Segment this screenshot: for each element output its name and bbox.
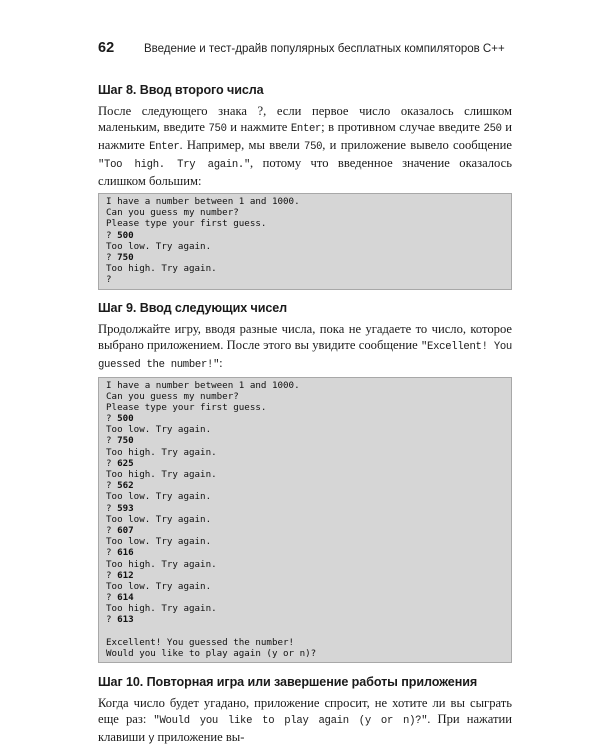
console-prompt: ? xyxy=(106,480,118,492)
console-text: Too high. Try again. xyxy=(106,603,217,615)
console-user-input: 625 xyxy=(117,457,134,469)
page-number: 62 xyxy=(98,40,115,56)
console-line xyxy=(106,435,504,446)
console-line xyxy=(106,413,504,424)
console-text: Excellent! You guessed the number! xyxy=(106,636,295,648)
step-9-text-1: Продолжайте игру, вводя разные числа, пока не угадаете то число, которое выбрано приложением. После этого вы увидите сообщение xyxy=(98,321,512,352)
console-prompt: ? xyxy=(106,413,118,425)
console-text: Too low. Try again. xyxy=(106,424,212,436)
console-text: Too high. Try again. xyxy=(106,263,217,275)
step-8-code-750-2: 750 xyxy=(304,141,323,153)
step-8-code-250: 250 xyxy=(483,123,502,135)
console-text: Too low. Try again. xyxy=(106,513,212,525)
console-prompt: ? xyxy=(106,614,118,626)
console-prompt: ? xyxy=(106,457,118,469)
console-user-input: 616 xyxy=(117,547,134,559)
console-text: I have a number between 1 and 1000. xyxy=(106,379,300,391)
step-8-console-output xyxy=(98,193,512,290)
console-line xyxy=(106,263,504,274)
step-8-code-enter-2: Enter xyxy=(149,141,180,153)
step-9-paragraph xyxy=(98,321,512,373)
console-line xyxy=(106,252,504,263)
console-text: Too high. Try again. xyxy=(106,558,217,570)
step-10-heading: Шаг 10. Повторная игра или завершение работы приложения xyxy=(98,675,478,690)
step-9-section xyxy=(98,301,512,664)
console-line xyxy=(106,525,504,536)
console-line xyxy=(106,648,504,659)
step-8-code-750: 750 xyxy=(208,123,227,135)
console-text: Can you guess my number? xyxy=(106,390,239,402)
console-line xyxy=(106,218,504,229)
console-prompt: ? xyxy=(106,569,118,581)
console-user-input: 613 xyxy=(117,614,134,626)
step-9-code-message: "Excellent! You guessed the number!" xyxy=(98,340,512,371)
book-page xyxy=(98,40,512,747)
step-9-heading: Шаг 9. Ввод следующих чисел xyxy=(98,300,288,315)
console-user-input: 750 xyxy=(117,251,134,263)
console-line xyxy=(106,480,504,491)
step-10-text-3: приложение вы- xyxy=(154,730,245,745)
console-line xyxy=(106,230,504,241)
console-line xyxy=(106,447,504,458)
console-line xyxy=(106,514,504,525)
console-user-input: 612 xyxy=(117,569,134,581)
console-text: I have a number between 1 and 1000. xyxy=(106,196,300,207)
console-line xyxy=(106,570,504,581)
step-8-text-4: и нажмите xyxy=(98,120,512,152)
console-text: Too low. Try again. xyxy=(106,580,212,592)
console-line xyxy=(106,503,504,514)
console-line xyxy=(106,491,504,502)
console-line xyxy=(106,592,504,603)
console-line xyxy=(106,614,504,625)
console-line xyxy=(106,637,504,648)
console-line xyxy=(106,458,504,469)
console-line xyxy=(106,207,504,218)
step-8-text-5: . Например, мы ввели xyxy=(179,138,305,152)
console-text: Too high. Try again. xyxy=(106,446,217,458)
console-line xyxy=(106,581,504,592)
step-8-text-3: ; в противном случае введите xyxy=(321,120,484,134)
console-user-input: 500 xyxy=(117,229,134,241)
console-prompt: ? xyxy=(106,502,118,514)
console-user-input: 614 xyxy=(117,592,134,604)
console-line xyxy=(106,603,504,614)
console-text: Too low. Try again. xyxy=(106,491,212,503)
console-line xyxy=(106,536,504,547)
step-10-text-2: . При нажатии клавиши xyxy=(98,712,512,745)
console-user-input: 607 xyxy=(117,524,134,536)
step-10-code-y: y xyxy=(148,733,155,746)
step-8-paragraph xyxy=(98,103,512,189)
step-10-code-message: "Would you like to play again (y or n)?" xyxy=(153,715,428,728)
step-8-heading: Шаг 8. Ввод второго числа xyxy=(98,83,264,97)
console-prompt: ? xyxy=(106,435,118,447)
console-text: Would you like to play again (y or n)? xyxy=(106,648,317,659)
console-line xyxy=(106,196,504,207)
console-text: Too high. Try again. xyxy=(106,469,217,480)
console-text: Please type your first guess. xyxy=(106,401,267,413)
step-8-section xyxy=(98,83,512,290)
step-10-section xyxy=(98,675,512,747)
running-head: Введение и тест-драйв популярных бесплатных компиляторов C++ xyxy=(144,43,505,55)
console-user-input: 750 xyxy=(117,435,134,447)
step-10-paragraph xyxy=(98,695,512,747)
console-prompt: ? xyxy=(106,229,118,241)
step-8-text-6: , и приложение вывело сообщение xyxy=(322,138,513,152)
console-user-input: 593 xyxy=(117,502,134,514)
console-prompt: ? xyxy=(106,547,118,559)
console-line xyxy=(106,559,504,570)
console-prompt: ? xyxy=(106,592,118,604)
console-line xyxy=(106,547,504,558)
step-10-text-1: Когда число будет угадано, приложение спросит, не хотите ли вы сыграть еще раз: xyxy=(98,696,512,727)
console-prompt: ? xyxy=(106,524,118,536)
console-text: Too low. Try again. xyxy=(106,240,212,252)
console-line xyxy=(106,424,504,435)
step-8-text-2: и нажмите xyxy=(226,120,291,134)
console-line xyxy=(106,241,504,252)
console-user-input: 500 xyxy=(117,413,134,425)
console-text: Can you guess my number? xyxy=(106,207,239,219)
console-text: Too low. Try again. xyxy=(106,536,212,548)
console-line xyxy=(106,469,504,480)
console-text: ? xyxy=(106,274,112,286)
step-8-text-7: , потому что введенное значение оказалось слишком большим: xyxy=(98,156,512,188)
step-8-code-enter: Enter xyxy=(290,123,322,135)
page-header xyxy=(98,40,512,64)
console-line xyxy=(106,380,504,391)
console-line xyxy=(106,391,504,402)
step-8-text-1: После следующего знака ?, если первое число оказалось слишком маленьким, введите xyxy=(98,104,512,134)
step-9-text-2: : xyxy=(219,355,223,370)
console-prompt: ? xyxy=(106,251,118,263)
step-8-code-message: "Too high. Try again." xyxy=(98,159,251,171)
console-user-input: 562 xyxy=(117,480,134,492)
console-line xyxy=(106,402,504,413)
step-9-console-output xyxy=(98,377,512,664)
console-text: Please type your first guess. xyxy=(106,218,267,230)
console-line xyxy=(106,626,504,637)
console-line xyxy=(106,274,504,285)
